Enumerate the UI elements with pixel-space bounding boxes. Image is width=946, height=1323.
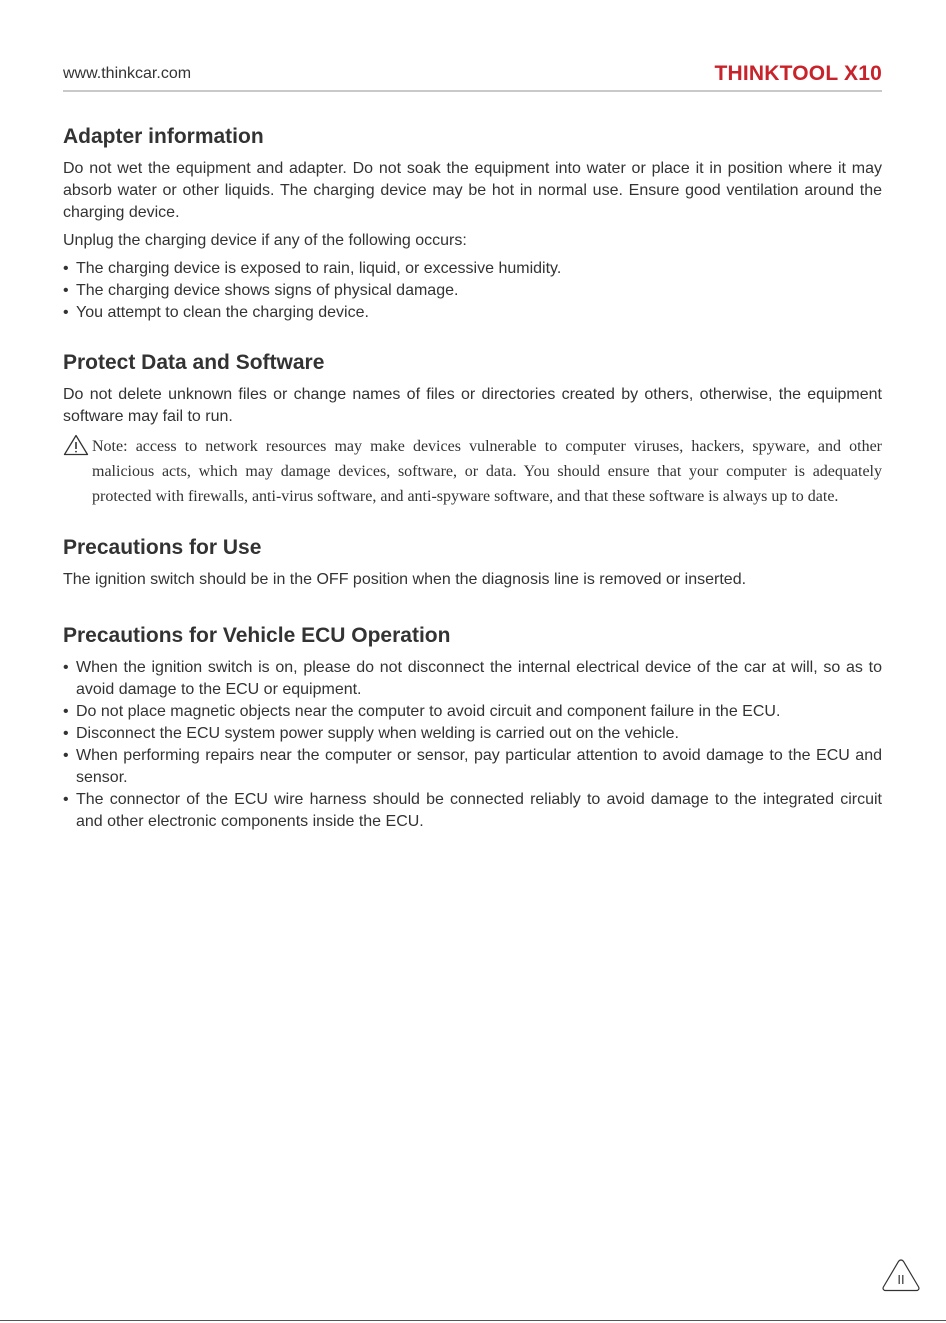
list-item: • When performing repairs near the computer or sensor, pay particular attention to avoid damage to the ECU and sensor. — [63, 745, 882, 789]
list-item: • Do not place magnetic objects near the computer to avoid circuit and component failure in the ECU. — [63, 701, 882, 723]
page-header — [63, 62, 882, 88]
list-item: • The charging device is exposed to rain, liquid, or excessive humidity. — [63, 258, 882, 280]
protect-section — [63, 348, 882, 509]
note-block — [63, 434, 882, 509]
adapter-section — [63, 122, 882, 324]
warning-icon — [63, 434, 89, 456]
page-number-badge — [881, 1258, 921, 1292]
brand-title: THINKTOOL X10 — [714, 62, 882, 85]
section-spacer — [63, 509, 882, 533]
section-spacer — [63, 597, 882, 621]
note-text: Note: access to network resources may make devices vulnerable to computer viruses, hackers, spyware, and other malicious acts, which may damage devices, software, or data. You should ensure that your computer is adequately protected with firewalls, anti-virus software, and anti-spyware software, and that these software is always up to date. — [92, 438, 882, 505]
list-item: • Disconnect the ECU system power supply when welding is carried out on the vehicle. — [63, 723, 882, 745]
page-content — [63, 122, 882, 833]
list-item: • When the ignition switch is on, please do not disconnect the internal electrical device of the car at will, so as to avoid damage to the ECU or equipment. — [63, 657, 882, 701]
adapter-title: Adapter information — [63, 125, 264, 148]
adapter-paragraph-1: Do not wet the equipment and adapter. Do not soak the equipment into water or place it in position where it may absorb water or other liquids. The charging device may be hot in normal use. Ensure good ventilation around the charging device. — [63, 160, 882, 221]
protect-paragraph: Do not delete unknown files or change names of files or directories created by others, otherwise, the equipment software may fail to run. — [63, 386, 882, 425]
page-number: II — [897, 1272, 905, 1287]
protect-title: Protect Data and Software — [63, 351, 325, 374]
precautions-ecu-list — [63, 657, 882, 833]
precautions-use-paragraph: The ignition switch should be in the OFF position when the diagnosis line is removed or inserted. — [63, 571, 747, 588]
list-item: • You attempt to clean the charging device. — [63, 302, 882, 324]
precautions-use-title: Precautions for Use — [63, 536, 262, 559]
precautions-use-section — [63, 533, 882, 591]
precautions-ecu-title: Precautions for Vehicle ECU Operation — [63, 624, 451, 647]
website-url: www.thinkcar.com — [63, 65, 192, 82]
adapter-paragraph-2: Unplug the charging device if any of the following occurs: — [63, 232, 467, 249]
section-spacer — [63, 324, 882, 348]
adapter-list — [63, 258, 882, 324]
list-item: • The connector of the ECU wire harness should be connected reliably to avoid damage to the integrated circuit and other electronic components inside the ECU. — [63, 789, 882, 833]
footer-divider — [0, 1320, 946, 1321]
precautions-ecu-section — [63, 621, 882, 833]
list-item: • The charging device shows signs of physical damage. — [63, 280, 882, 302]
header-divider — [63, 90, 882, 92]
